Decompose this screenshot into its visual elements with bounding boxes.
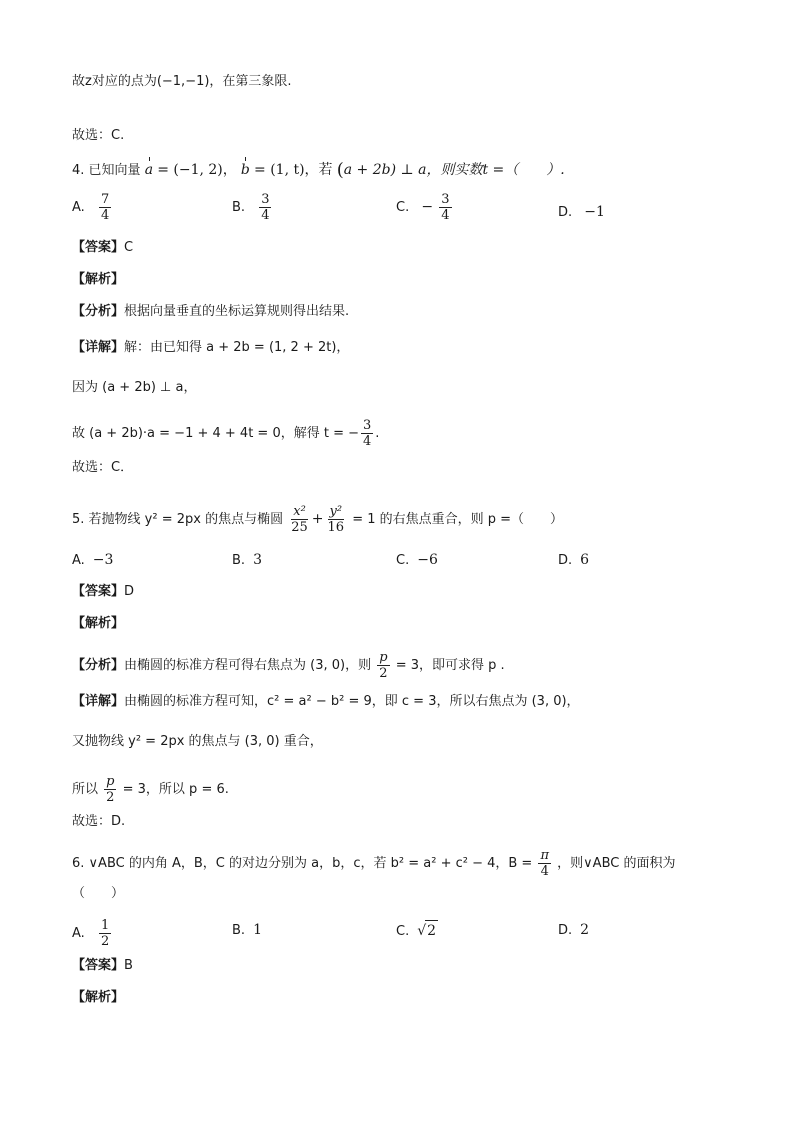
q6-option-b[interactable]: B. 1 <box>232 922 262 938</box>
q5-option-c[interactable]: C. −6 <box>396 552 438 568</box>
q5-option-a[interactable]: A. −3 <box>72 552 114 568</box>
q5-xiangjie-step1: 【详解】由椭圆的标准方程可知，c² = a² − b² = 9，即 c = 3，所以右焦点为 (3, 0)， <box>72 694 580 709</box>
prev-answer-pick: 故选：C. <box>72 128 125 143</box>
q4-option-d[interactable]: D. −1 <box>558 204 605 220</box>
q5-fenxi: 【分析】由椭圆的标准方程可得右焦点为 (3, 0)，则 $\frac{p}{2}$ = 3，即可求得 p . <box>72 650 505 681</box>
q4-option-c[interactable]: C. − $\frac{3}{4}$ <box>396 192 450 223</box>
q6-option-a[interactable]: A. $\frac{1}{2}$ <box>72 918 110 949</box>
q6-stem: 6. ∨ABC 的内角 A，B，C 的对边分别为 a，b，c，若 b² = a² + c² − 4，B = $\frac{\pi}{4}$ ，则∨ABC 的面积为 <box>72 848 676 879</box>
q5-stem: 5. 若抛物线 y² = 2px 的焦点与椭圆 $\frac{\text{x²}}{25}$ + $\frac{\text{y²}}{16}$ = 1 的右焦点重合，则 p =（ ） <box>72 504 564 535</box>
q4-answer: 【答案】C <box>72 240 134 255</box>
q6-option-c[interactable]: C. √2 <box>396 920 438 942</box>
vector-b-symbol: b <box>240 162 250 178</box>
q4-jiexi-tag: 【解析】 <box>72 272 125 287</box>
q5-jiexi-tag: 【解析】 <box>72 616 125 631</box>
prev-conclusion: 故z对应的点为(−1,−1)，在第三象限. <box>72 74 292 89</box>
q5-number: 5. <box>72 512 85 527</box>
vector-a-symbol: a <box>144 162 154 178</box>
q6-option-d[interactable]: D. 2 <box>558 922 590 938</box>
q4-pick: 故选：C． <box>72 460 134 475</box>
q4-number: 4. <box>72 163 85 178</box>
q5-step3: 所以 $\frac{p}{2}$ = 3，所以 p = 6. <box>72 774 229 805</box>
q4-stem: 4. 已知向量 a = (−1, 2)， b = (1, t)，若 (a + 2b) ⊥ a，则实数t =（ ）. <box>72 159 565 181</box>
q5-step2: 又抛物线 y² = 2px 的焦点与 (3, 0) 重合， <box>72 734 323 749</box>
q5-pick: 故选：D. <box>72 814 126 829</box>
q4-step3: 故 (a + 2b)·a = −1 + 4 + 4t = 0，解得 t = − $\frac{3}{4}$ . <box>72 418 380 449</box>
q6-jiexi-tag: 【解析】 <box>72 990 125 1005</box>
q4-step2: 因为 (a + 2b) ⊥ a， <box>72 380 197 395</box>
q5-option-b[interactable]: B. 3 <box>232 552 262 568</box>
q4-option-a[interactable]: A. $\frac{7}{4}$ <box>72 192 110 223</box>
q4-fenxi: 【分析】根据向量垂直的坐标运算规则得出结果. <box>72 304 350 319</box>
q5-answer: 【答案】D <box>72 584 135 599</box>
q4-xiangjie-step1: 【详解】解：由已知得 a + 2b = (1, 2 + 2t)， <box>72 340 350 355</box>
q6-answer: 【答案】B <box>72 958 133 973</box>
q6-stem-paren: （ ） <box>72 886 125 901</box>
sqrt-symbol: √ <box>417 923 427 939</box>
q6-number: 6. <box>72 856 85 871</box>
q5-option-d[interactable]: D. 6 <box>558 552 590 568</box>
q4-option-b[interactable]: B. $\frac{3}{4}$ <box>232 192 270 223</box>
